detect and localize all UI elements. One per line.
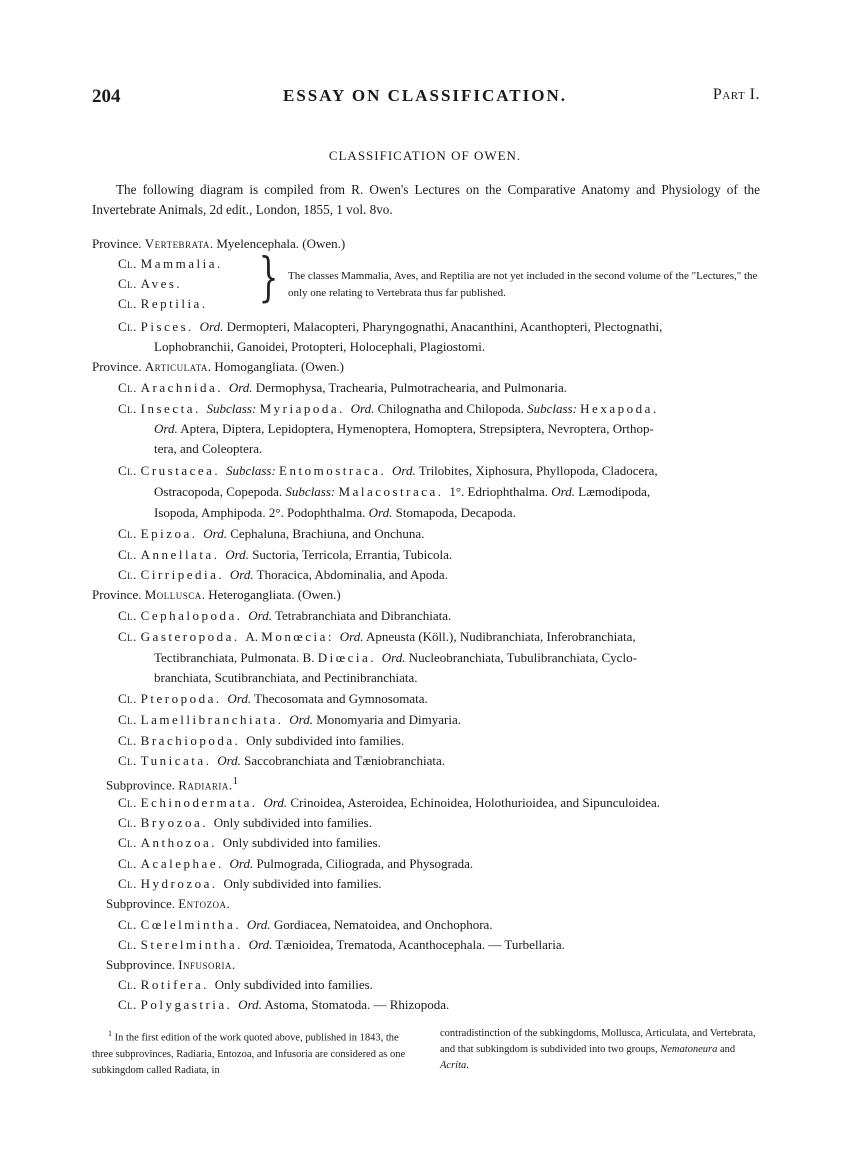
classification-line (154, 650, 637, 666)
taxon-name: Myriapoda. (259, 401, 351, 416)
classification-line (118, 380, 567, 396)
text-segment: Thecosomata and Gymnosomata. (251, 691, 428, 706)
text-segment: Cl. (118, 917, 141, 932)
brace-icon: } (258, 248, 279, 308)
taxon-name: Pteropoda. (140, 691, 228, 706)
text-segment: Cl. (118, 629, 141, 644)
taxon-name: Epizoa. (140, 526, 204, 541)
text-segment: Only subdivided into families. (213, 815, 372, 830)
text-segment: Cl. (118, 977, 141, 992)
brace-note: The classes Mammalia, Aves, and Reptilia are not yet included in the second volume of the "Lectures," the only one relating to Vertebrata thus far published. (288, 270, 758, 299)
taxon-name: Rotifera. (140, 977, 215, 992)
text-segment: tera, and Coleoptera. (154, 441, 263, 456)
text-segment: Cl. (118, 815, 141, 830)
text-segment: Cl. (118, 856, 141, 871)
text-segment: Infusoria. (178, 957, 236, 972)
text-segment: Suctoria, Terricola, Errantia, Tubicola. (248, 547, 453, 562)
rank-label: Ord. (392, 463, 416, 478)
taxon-name: Cœlelmintha. (140, 917, 247, 932)
text-segment: Cl. (118, 380, 141, 395)
rank-label: Ord. (248, 608, 272, 623)
rank-label: Ord. (263, 795, 288, 810)
text-segment: A. (245, 629, 262, 644)
text-segment: Pulmograda, Ciliograda, and Physograda. (253, 856, 474, 871)
text-segment: Cl. (118, 753, 141, 768)
taxon-name: Tunicata. (140, 753, 218, 768)
rank-label: Ord. (381, 650, 406, 665)
text-segment: Cl. (118, 547, 141, 562)
text-segment: Province. (92, 236, 145, 251)
text-segment: Cl. (118, 567, 141, 582)
taxon-name: Cirripedia. (140, 567, 230, 582)
taxon-name: Bryozoa. (140, 815, 214, 830)
text-segment: Gordiacea, Nematoidea, and Onchophora. (270, 917, 493, 932)
text-segment: Cl. (118, 319, 141, 334)
classification-line (118, 256, 223, 272)
taxon-name: Arachnida. (140, 380, 229, 395)
part-label: Part I. (712, 86, 760, 103)
section-title: CLASSIFICATION OF OWEN. (328, 148, 522, 163)
text-segment: Saccobranchiata and Tæniobranchiata. (240, 753, 445, 768)
running-title: ESSAY ON CLASSIFICATION. (282, 86, 568, 105)
text-segment: Articulata (144, 359, 208, 374)
taxon-name: Hydrozoa. (140, 876, 224, 891)
text-segment: Cl. (118, 526, 141, 541)
rank-label: Subclass: (225, 463, 280, 478)
text-segment: Thoracica, Abdominalia, and Apoda. (253, 567, 448, 582)
text-segment: Cephaluna, Brachiuna, and Onchuna. (226, 526, 425, 541)
text-segment: Province. (92, 587, 145, 602)
taxon-name: Mammalia. (140, 256, 223, 271)
text-segment: Subprovince. (106, 896, 179, 911)
rank-label: Ord. (248, 937, 273, 952)
taxon-name: Aves. (140, 276, 183, 291)
classification-line (118, 997, 449, 1013)
taxon-name: Lamellibranchiata. (140, 712, 290, 727)
taxon-name: Reptilia. (140, 296, 208, 311)
classification-line (154, 484, 650, 500)
classification-line (118, 876, 382, 892)
text-segment: Only subdivided into families. (246, 733, 405, 748)
taxon-name: Hexapoda. (580, 401, 659, 416)
text-segment: Monomyaria and Dimyaria. (312, 712, 461, 727)
taxon-name: Diœcia. (317, 650, 382, 665)
text-segment: contradistinction of the subkingdoms, Mollusca, Articulata, and Vertebrata, and that subkingdom is subdivided into two groups, (440, 1028, 756, 1055)
text-segment: Lophobranchii, Ganoidei, Protopteri, Holocephali, Plagiostomi. (154, 339, 486, 354)
text-segment: Cl. (118, 835, 141, 850)
text-segment: Isopoda, Amphipoda. 2°. Podophthalma. (154, 505, 369, 520)
text-segment: Trilobites, Xiphosura, Phyllopoda, Cladocera, (415, 463, 658, 478)
rank-label: Ord. (229, 567, 254, 582)
text-segment: Ostracopoda, Copepoda. (154, 484, 286, 499)
classification-line (154, 505, 516, 521)
classification-line (118, 276, 182, 292)
rank-label: Ord. (350, 401, 375, 416)
text-segment: Vertebrata (144, 236, 210, 251)
text-segment: Tetrabranchiata and Dibranchiata. (271, 608, 452, 623)
text-segment: Cl. (118, 296, 141, 311)
rank-label: Ord. (551, 484, 575, 499)
footnote-left (92, 1026, 414, 1079)
text-segment: Cl. (118, 795, 141, 810)
text-segment: Subprovince. (106, 777, 179, 793)
text-segment: Cl. (118, 401, 141, 416)
text-segment: Cl. (118, 256, 141, 271)
rank-label: Ord. (217, 753, 241, 768)
footnote-left-text: In the first edition of the work quoted above, published in 1843, the three subprovinces, Radiaria, Entozoa, and Infusoria are considered as one subkingdom called Radiata, in (92, 1032, 406, 1076)
text-segment: Læmodipoda, (575, 484, 651, 499)
classification-line (118, 463, 658, 479)
rank-label: Ord. (199, 319, 224, 334)
intro-paragraph (92, 180, 760, 220)
classification-line (118, 815, 372, 831)
rank-label: Ord. (238, 997, 262, 1012)
footnote-right (440, 1026, 760, 1074)
rank-label: Subclass: (285, 484, 339, 499)
rank-label: Ord. (227, 691, 252, 706)
text-segment: Cl. (118, 712, 141, 727)
text-segment: . (466, 1060, 469, 1071)
rank-label: Ord. (229, 856, 254, 871)
text-segment: Dermopteri, Malacopteri, Pharyngognathi, Anacanthini, Acanthopteri, Plectognathi, (223, 319, 663, 334)
text-segment: Aptera, Diptera, Lepidoptera, Hymenoptera, Homoptera, Strepsiptera, Nevroptera, Orthop- (177, 421, 654, 436)
text-segment: Nucleobranchiata, Tubulibranchiata, Cyclo- (405, 650, 637, 665)
classification-line (118, 608, 451, 624)
classification-line (118, 753, 445, 769)
classification-line (154, 441, 262, 457)
rank-label: Ord. (203, 526, 227, 541)
classification-line (92, 359, 344, 375)
text-segment: Subprovince. (106, 957, 179, 972)
classification-line (92, 587, 341, 603)
text-segment: 1 (232, 775, 239, 787)
text-segment: Stomapoda, Decapoda. (392, 505, 516, 520)
text-segment: Cl. (118, 733, 141, 748)
classification-line (118, 917, 493, 933)
rank-label: Nematoneura (660, 1044, 718, 1055)
classification-line (118, 856, 473, 872)
taxon-name: Cephalopoda. (140, 608, 249, 623)
classification-line (118, 567, 448, 583)
classification-line (106, 957, 236, 973)
classification-line (118, 712, 461, 728)
taxon-name: Entomostraca. (279, 463, 393, 478)
rank-label: Ord. (339, 629, 364, 644)
text-segment: Only subdivided into families. (222, 835, 381, 850)
rank-label: Acrita (440, 1060, 467, 1071)
text-segment: Cl. (118, 997, 141, 1012)
rank-label: Ord. (154, 421, 178, 436)
text-segment: Tectibranchiata, Pulmonata. B. (154, 650, 318, 665)
text-segment: . Heterogangliata. (Owen.) (201, 587, 341, 602)
taxon-name: Malacostraca. (338, 484, 450, 499)
text-segment: Mollusca (144, 587, 202, 602)
text-segment: Entozoa. (178, 896, 231, 911)
classification-line (118, 401, 659, 417)
text-segment: Apneusta (Köll.), Nudibranchiata, Inferobranchiata, (363, 629, 636, 644)
text-segment: Tænioidea, Trematoda, Acanthocephala. — Turbellaria. (272, 937, 565, 952)
text-segment: Astoma, Stomatoda. — Rhizopoda. (261, 997, 450, 1012)
taxon-name: Monœcia: (261, 629, 340, 644)
rank-label: Ord. (289, 712, 313, 727)
taxon-name: Crustacea. (140, 463, 226, 478)
classification-line (118, 795, 660, 811)
text-segment: Only subdivided into families. (214, 977, 373, 992)
classification-line (118, 691, 428, 707)
rank-label: Ord. (246, 917, 271, 932)
text-segment: branchiata, Scutibranchiata, and Pectinibranchiata. (154, 670, 418, 685)
text-segment: . Homogangliata. (Owen.) (207, 359, 344, 374)
footnote-marker: 1 (108, 1029, 112, 1038)
rank-label: Ord. (368, 505, 393, 520)
taxon-name: Insecta. (140, 401, 207, 416)
text-segment: . Myelencephala. (Owen.) (209, 236, 346, 251)
text-segment: Province. (92, 359, 145, 374)
rank-label: Subclass: (527, 401, 581, 416)
rank-label: Ord. (225, 547, 249, 562)
classification-line (106, 773, 238, 793)
classification-line (106, 896, 230, 912)
text-segment: Cl. (118, 691, 141, 706)
text-segment: Cl. (118, 608, 141, 623)
taxon-name: Acalephae. (140, 856, 230, 871)
taxon-name: Anthozoa. (140, 835, 223, 850)
classification-line (118, 296, 208, 312)
classification-line (118, 835, 381, 851)
text-segment: Chilognatha and Chilopoda. (374, 401, 528, 416)
rank-label: Subclass: (206, 401, 260, 416)
text-segment: Crinoidea, Asteroidea, Echinoidea, Holothurioidea, and Sipunculoidea. (287, 795, 661, 810)
intro-text: The following diagram is compiled from R. Owen's Lectures on the Comparative Anatomy and Physiology of the Invertebrate Animals, 2d edit., London, 1855, 1 vol. 8vo. (92, 182, 760, 217)
text-segment: and (717, 1044, 736, 1055)
text-segment: Cl. (118, 937, 141, 952)
text-segment: Dermophysa, Trachearia, Pulmotrachearia, and Pulmonaria. (252, 380, 567, 395)
taxon-name: Pisces. (140, 319, 200, 334)
classification-line (118, 629, 636, 645)
classification-line (118, 547, 452, 563)
taxon-name: Annellata. (140, 547, 226, 562)
text-segment: Cl. (118, 276, 141, 291)
taxon-name: Echinodermata. (140, 795, 264, 810)
taxon-name: Polygastria. (140, 997, 239, 1012)
classification-line (118, 937, 565, 953)
taxon-name: Brachiopoda. (140, 733, 247, 748)
classification-line (92, 236, 345, 252)
classification-line (154, 670, 418, 686)
page-number: 204 (92, 86, 121, 107)
taxon-name: Sterelmintha. (140, 937, 249, 952)
text-segment: Radiaria. (178, 777, 233, 793)
text-segment: Cl. (118, 876, 141, 891)
text-segment: 1°. Edriophthalma. (449, 484, 552, 499)
classification-line (118, 526, 424, 542)
classification-line (154, 339, 485, 355)
classification-line (118, 733, 404, 749)
classification-line (118, 319, 662, 335)
text-segment: Only subdivided into families. (223, 876, 382, 891)
classification-line (118, 977, 373, 993)
classification-line (154, 421, 654, 437)
text-segment: Cl. (118, 463, 141, 478)
taxon-name: Gasteropoda. (140, 629, 246, 644)
rank-label: Ord. (228, 380, 253, 395)
